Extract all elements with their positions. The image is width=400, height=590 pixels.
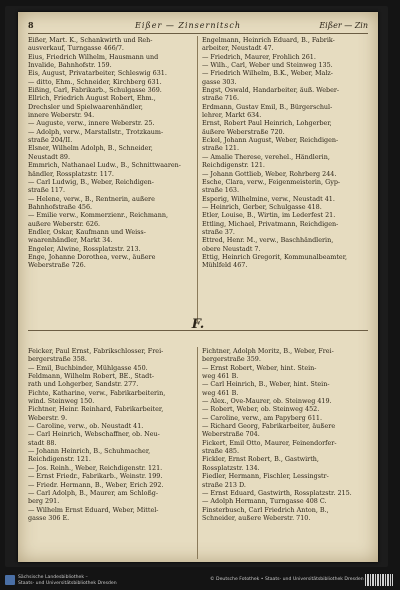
entry-line: Erdmann, Gustav Emil, B., Bürgerschul-: [202, 102, 333, 111]
entry-line: — Friedrich, Maurer, Frohlich 261.: [202, 52, 316, 61]
entry-line: arbeiter, Neustadt 47.: [202, 44, 274, 53]
entry-line: Weberstr. 9.: [28, 413, 68, 422]
entry-line: Ettling, Michael, Privatmann, Reichdigen-: [202, 219, 339, 228]
entry-line: straße 716.: [202, 94, 240, 103]
entry-line: Fiedler, Hermann, Fischler, Lessingstr-: [202, 472, 329, 481]
entry-line: stadt 88.: [28, 438, 57, 447]
entry-line: Fichtner, Adolph Moritz, B., Weber, Frei-: [202, 347, 334, 355]
entry-line: weg 461 B.: [202, 388, 239, 397]
entry-line: ausverkauf, Turngasse 466/7.: [28, 44, 124, 53]
alphabet-range: Eißer — Zin: [319, 20, 368, 30]
entry-line: — Friedrich Wilhelm, B.K., Weber, Malz-: [202, 69, 333, 78]
entry-line: — Johann Gottlieb, Weber, Rohrberg 244.: [202, 169, 337, 178]
entry-line: Reichdigenstr. 121.: [28, 455, 91, 464]
entry-line: Eißing, Carl, Fabrikarb., Schulgasse 369.: [28, 86, 162, 95]
entry-line: Fickler, Ernst Robert, B., Gastwirth,: [202, 455, 319, 464]
entry-line: Ernst, Robert Paul Heinrich, Lohgerber,: [202, 119, 332, 128]
entry-line: — Robert, Weber, ob. Steinweg 452.: [202, 405, 320, 414]
entry-line: Engelmann, Heinrich Eduard, B., Fabrik-: [202, 36, 335, 44]
footer-copyright: © Deutsche Fotothek • Staats- und Universitätsbibliothek Dresden: [210, 577, 364, 582]
directory-page: [18, 12, 378, 562]
entry-line: — Ernst Friedr., Fabrikarb., Weinstr. 199.: [28, 472, 163, 481]
entry-line: Fichte, Katharine, verw., Fabrikarbeiterin,: [28, 388, 166, 397]
entry-line: lehrer, Markt 634.: [202, 111, 262, 120]
entry-line: Eius, Friedrich Wilhelm, Hausmann und: [28, 52, 159, 61]
column-top-right: [202, 36, 368, 336]
entry-line: — Amalie Therese, verehel., Händlerin,: [202, 152, 330, 161]
entry-line: Eckel, Johann August, Weber, Reichdigen-: [202, 136, 339, 145]
entry-line: Weberstraße 704.: [202, 430, 260, 439]
entry-line: — ditto, Ehm., Schneider, Kirchberg 631.: [28, 77, 162, 86]
entry-line: — Johann Heinrich, B., Schuhmacher,: [28, 447, 151, 456]
entry-line: Engst, Oswald, Handarbeiter, äuß. Weber-: [202, 86, 340, 95]
section-rule: [28, 330, 368, 331]
entry-line: händler, Rossplatzstr. 117.: [28, 169, 114, 178]
entry-line: Invalide, Bahnhofstr. 159.: [28, 61, 112, 70]
entry-line: Elsner, Wilhelm Adolph, B., Schneider,: [28, 144, 153, 153]
entry-line: — Carl Ludwig, B., Weber, Reichdigen-: [28, 177, 154, 186]
entry-line: — Wilhelm Ernst Eduard, Weber, Mittel-: [28, 505, 159, 514]
entry-line: rath und Lohgerber, Sandstr. 277.: [28, 380, 139, 389]
barcode-icon: [365, 574, 393, 586]
entry-line: Finsterbusch, Carl Friedrich Anton, B.,: [202, 505, 329, 514]
entry-line: wind. Steinweg 150.: [28, 397, 95, 406]
entry-line: Mühlfeld 467.: [202, 261, 248, 270]
entry-line: bergerstraße 358.: [28, 355, 87, 364]
entry-line: — Jos. Reinh., Weber, Reichdigenstr. 121.: [28, 463, 163, 472]
entry-line: — Emilie verw., Kommerzienr., Reichmann,: [28, 211, 168, 220]
entry-line: — Emil, Buchbinder, Mühlgasse 450.: [28, 363, 148, 372]
footer-org-line2: Staats- und Universitätsbibliothek Dresden: [18, 580, 117, 586]
entry-line: — Carl Adolph, B., Maurer, am Schloßg-: [28, 488, 159, 497]
entry-line: straße 485.: [202, 447, 240, 456]
footer-org: [18, 575, 117, 586]
entry-line: straße 121.: [202, 144, 240, 153]
entry-line: Reichdigenstr. 121.: [202, 161, 265, 170]
entry-line: gasse 303.: [202, 77, 237, 86]
entry-line: — Richard Georg, Fabrikarbeiter, äußere: [202, 422, 336, 431]
entry-line: Schneider, außere Weberstr. 710.: [202, 513, 311, 522]
entry-line: — Ernst Eduard, Gastwirth, Rossplatzstr. 215.: [202, 488, 352, 497]
footer: [5, 574, 395, 588]
entry-line: Emmrich, Nathanael Ludw., B., Schnittwaaren-: [28, 161, 181, 170]
column-divider-top: [197, 36, 198, 322]
entry-line: — Caroline, verw., ob. Neustadt 41.: [28, 422, 144, 431]
entry-line: — Friedr. Hermann, B., Weber, Erich 292.: [28, 480, 164, 489]
entry-line: Bahnhofstraße 456.: [28, 202, 93, 211]
page-header: [28, 18, 368, 32]
entry-line: obere Neustadt 7.: [202, 244, 261, 253]
entry-line: straße 117.: [28, 186, 66, 195]
entry-line: — Adolph Hermann, Turngasse 408 C.: [202, 497, 327, 506]
entry-line: — Helene, verw., B., Rentnerin, außere: [28, 194, 155, 203]
entry-line: Ellrich, Friedrich August Robert, Ehm.,: [28, 94, 156, 103]
running-head: Eißer — Zinsernitsch: [135, 20, 241, 30]
entry-line: Ettred, Henr. M., verw., Baschhändlerin,: [202, 236, 334, 245]
page-number: 8: [28, 20, 34, 30]
column-top-left: [28, 36, 194, 336]
entry-line: Eißer, Mart. K., Schankwirth und Reh-: [28, 36, 153, 44]
section-letter: F.: [191, 317, 205, 332]
entry-line: waarenhändler, Markt 34.: [28, 236, 113, 245]
entry-line: Enge, Johanne Dorothea, verw., äußere: [28, 252, 156, 261]
entry-line: straße 204/II.: [28, 136, 73, 145]
entry-line: — Alex., Ove-Maurer, ob. Steinweg 419.: [202, 397, 332, 406]
column-divider-bottom: [197, 347, 198, 559]
library-logo-icon: [5, 575, 15, 585]
entry-line: — Wilh., Carl, Weber und Steinweg 135.: [202, 61, 333, 70]
entry-line: Drechsler und Spielwaarenhändler,: [28, 102, 143, 111]
entry-line: — Carl Heinrich, Webschaffner, ob. Neu-: [28, 430, 160, 439]
entry-line: Weberstraße 726.: [28, 261, 86, 270]
entry-line: innere Weberstr. 94.: [28, 111, 95, 120]
entry-line: straße 163.: [202, 186, 240, 195]
entry-line: gasse 306 E.: [28, 513, 70, 522]
entry-line: — Auguste, verw., innere Weberstr. 25.: [28, 119, 155, 128]
entry-line: — Carl Heinrich, B., Weber, hint. Stein-: [202, 380, 330, 389]
entry-line: Fickert, Emil Otto, Maurer, Feinendorfer-: [202, 438, 337, 447]
entry-line: weg 461 B.: [202, 372, 239, 381]
entry-line: Feicker, Paul Ernst, Fabrikschlosser, Frei-: [28, 347, 164, 355]
entry-line: Rossplatzstr. 134.: [202, 463, 260, 472]
entry-line: Feldmann, Wilhelm Robert, BE., Stadt-: [28, 372, 154, 381]
entry-line: straße 37.: [202, 227, 235, 236]
entry-line: straße 213 D.: [202, 480, 246, 489]
entry-line: Esche, Clara, verw., Feigenmeisterin, Gyp-: [202, 177, 341, 186]
column-bottom-left: [28, 347, 194, 559]
entry-line: Etler, Louise, B., Wirtin, im Lederfest 21.: [202, 211, 336, 220]
footer-org-line1: Sächsische Landesbibliothek –: [18, 575, 88, 580]
entry-line: Endler, Oskar, Kaufmann und Weiss-: [28, 227, 146, 236]
entry-line: außere Weberstr. 626.: [28, 219, 101, 228]
entry-line: — Caroline, verw., am Papyberg 611.: [202, 413, 323, 422]
entry-line: bergerstraße 359.: [202, 355, 261, 364]
entry-line: — Heinrich, Gerber, Schulgasse 418.: [202, 202, 322, 211]
column-bottom-right: [202, 347, 368, 559]
header-rule: [28, 33, 368, 34]
entry-line: — Ernst Robert, Weber, hint. Stein-: [202, 363, 317, 372]
entry-line: Fichtner, Heinr. Reinhard, Fabrikarbeiter,: [28, 405, 164, 414]
entry-line: Esperig, Wilhelmine, verw., Neustadt 41.: [202, 194, 335, 203]
entry-line: äußere Weberstraße 720.: [202, 127, 285, 136]
entry-line: — Adolph, verw., Marstallstr., Trotzkaum-: [28, 127, 164, 136]
entry-line: Ettig, Heinrich Gregorit, Kommunalbeamter,: [202, 252, 348, 261]
entry-line: Eis, August, Privatarbeiter, Schleswig 631.: [28, 69, 167, 78]
entry-line: Neustadt 89.: [28, 152, 71, 161]
entry-line: berg 291.: [28, 497, 60, 506]
entry-line: Engeler, Alwine, Rossplatzstr. 213.: [28, 244, 141, 253]
